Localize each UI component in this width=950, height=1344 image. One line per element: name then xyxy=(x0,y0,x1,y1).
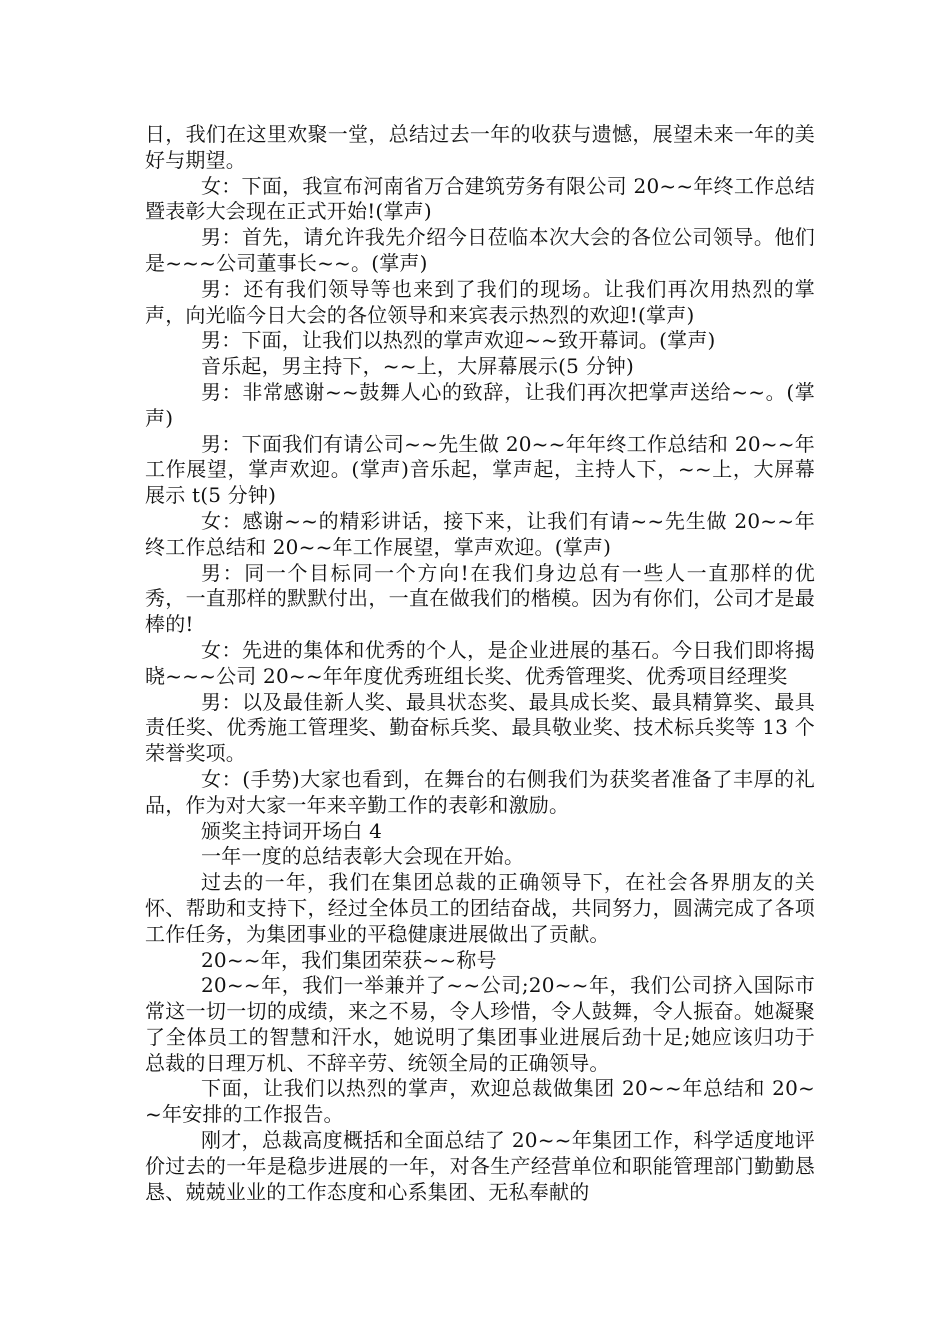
paragraph: 男：下面，让我们以热烈的掌声欢迎~~致开幕词。(掌声) xyxy=(201,328,716,353)
paragraph: 20~~年，我们集团荣获~~称号 xyxy=(201,947,497,972)
paragraph: 20~~年，我们一举兼并了~~公司;20~~年，我们公司挤入国际市常这一切一切的成绩，来之不易，令人珍惜，令人鼓舞，令人振奋。她凝聚了全体员工的智慧和汗水，她说明了集团事业进展后劲十足;她应该归功于总裁的日理万机、不辞辛劳、统领全局的正确领导。 xyxy=(145,973,815,1075)
paragraph: 女：感谢~~的精彩讲话，接下来，让我们有请~~先生做 20~~年终工作总结和 20~~年工作展望，掌声欢迎。(掌声) xyxy=(145,508,815,559)
paragraph: 男：还有我们领导等也来到了我们的现场。让我们再次用热烈的掌声，向光临今日大会的各位领导和来宾表示热烈的欢迎!(掌声) xyxy=(145,276,815,327)
paragraph: 颁奖主持词开场白 4 xyxy=(201,818,383,843)
paragraph: 日，我们在这里欢聚一堂，总结过去一年的收获与遗憾，展望未来一年的美好与期望。 xyxy=(145,122,815,172)
paragraph: 音乐起，男主持下，~~上，大屏幕展示(5 分钟) xyxy=(201,354,635,379)
document-page xyxy=(145,122,815,1205)
paragraph: 一年一度的总结表彰大会现在开始。 xyxy=(201,844,525,869)
paragraph: 下面，让我们以热烈的掌声，欢迎总裁做集团 20~~年总结和 20~~年安排的工作报告。 xyxy=(145,1076,815,1127)
paragraph: 过去的一年，我们在集团总裁的正确领导下，在社会各界朋友的关怀、帮助和支持下，经过全体员工的团结奋战，共同努力，圆满完成了各项工作任务，为集团事业的平稳健康进展做出了贡献。 xyxy=(145,870,815,946)
paragraph: 刚才，总裁高度概括和全面总结了 20~~年集团工作，科学适度地评价过去的一年是稳步进展的一年，对各生产经营单位和职能管理部门勤勤恳恳、兢兢业业的工作态度和心系集团、无私奉献的 xyxy=(145,1128,815,1204)
paragraph: 男：以及最佳新人奖、最具状态奖、最具成长奖、最具精算奖、最具责任奖、优秀施工管理奖、勤奋标兵奖、最具敬业奖、技术标兵奖等 13 个荣誉奖项。 xyxy=(145,689,815,766)
paragraph: 男：下面我们有请公司~~先生做 20~~年年终工作总结和 20~~年工作展望，掌声欢迎。(掌声)音乐起，掌声起，主持人下，~~上，大屏幕展示 t(5 分钟) xyxy=(145,431,815,508)
paragraph: 女：(手势)大家也看到，在舞台的右侧我们为获奖者准备了丰厚的礼品，作为对大家一年来辛勤工作的表彰和激励。 xyxy=(145,766,815,817)
paragraph: 男：首先，请允许我先介绍今日莅临本次大会的各位公司领导。他们是~~~公司董事长~~。(掌声) xyxy=(145,225,815,275)
paragraph: 男：非常感谢~~鼓舞人心的致辞，让我们再次把掌声送给~~。(掌声) xyxy=(145,379,815,430)
paragraph: 男：同一个目标同一个方向!在我们身边总有一些人一直那样的优秀，一直那样的默默付出，一直在做我们的楷模。因为有你们，公司才是最棒的! xyxy=(145,560,815,637)
paragraph: 女：下面，我宣布河南省万合建筑劳务有限公司 20~~年终工作总结暨表彰大会现在正式开始!(掌声) xyxy=(145,173,815,224)
paragraph: 女：先进的集体和优秀的个人，是企业进展的基石。今日我们即将揭晓~~~公司 20~~年年度优秀班组长奖、优秀管理奖、优秀项目经理奖 xyxy=(145,637,815,688)
